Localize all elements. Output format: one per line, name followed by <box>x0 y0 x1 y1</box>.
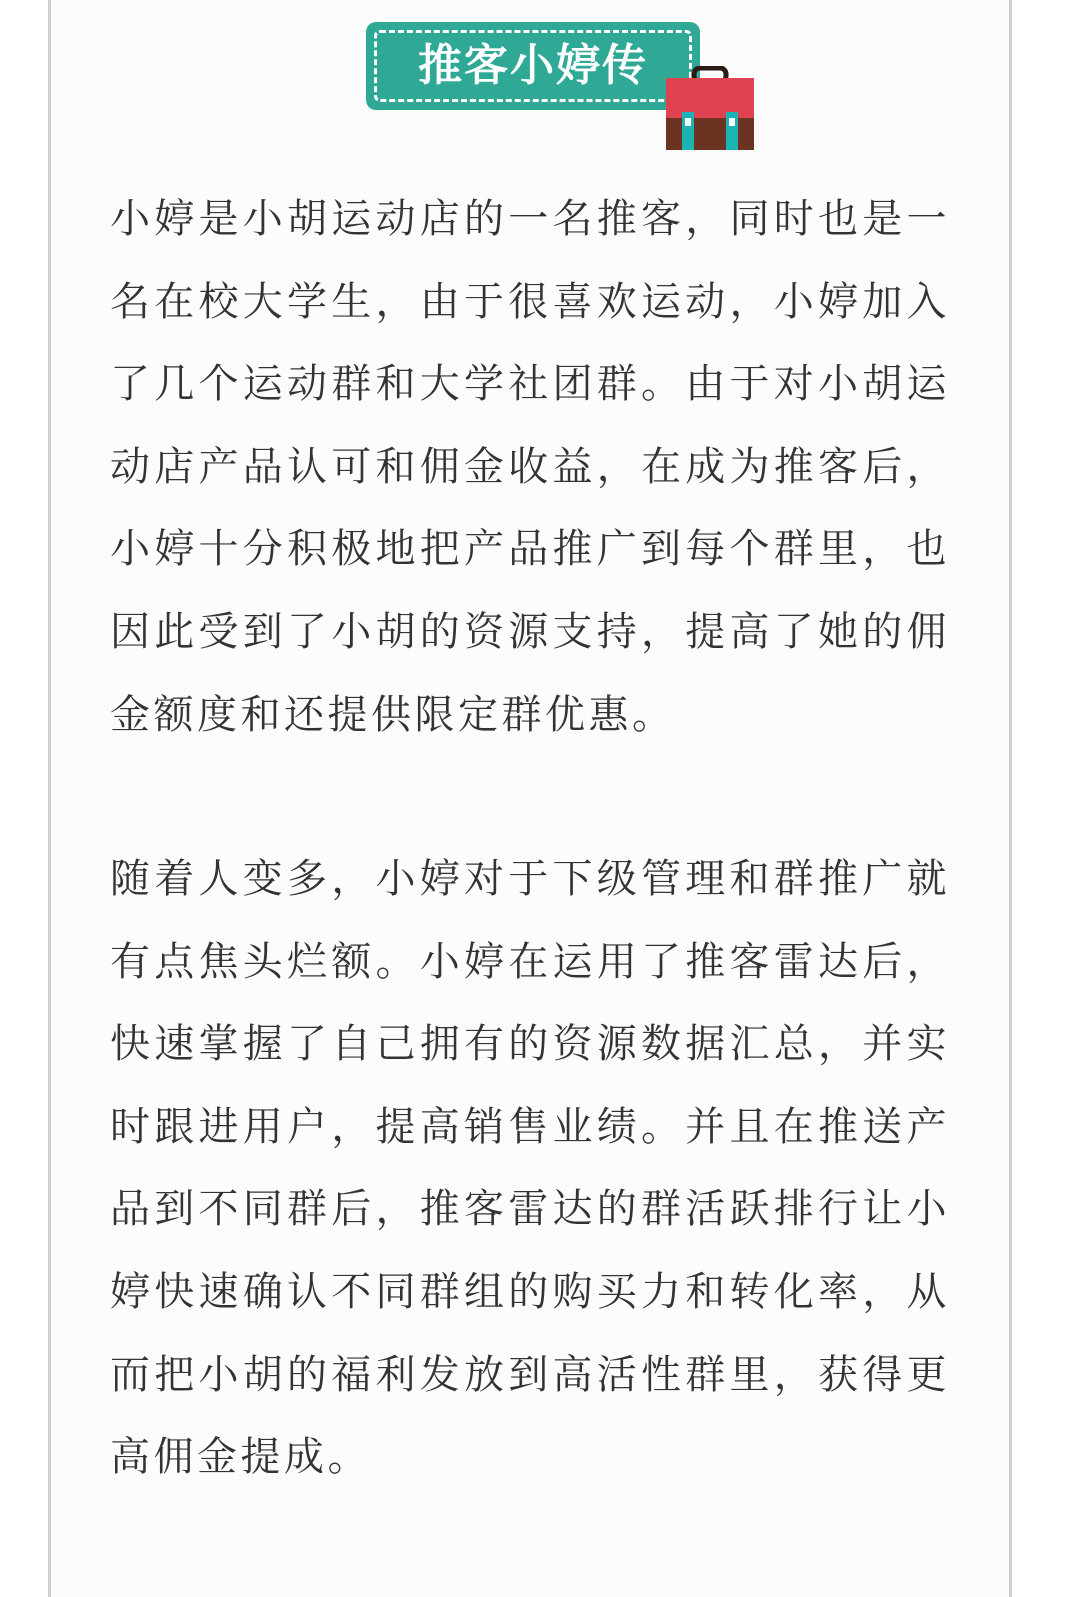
briefcase-icon <box>664 66 756 152</box>
section-title: 推客小婷传 <box>418 40 648 91</box>
paragraph-2: 随着人变多，小婷对于下级管理和群推广就有点焦头烂额。小婷在运用了推客雷达后，快速掌握了自己拥有的资源数据汇总，并实时跟进用户，提高销售业绩。并且在推送产品到不同群后，推客雷达的群活跃排行让小婷快速确认不同群组的购买力和转化率，从而把小胡的福利发放到高活性群里，获得更高佣金提成。 <box>110 856 950 1481</box>
paragraph-1: 小婷是小胡运动店的一名推客，同时也是一名在校大学生，由于很喜欢运动，小婷加入了几个运动群和大学社团群。由于对小胡运动店产品认可和佣金收益，在成为推客后，小婷十分积极地把产品推广到每个群里，也因此受到了小胡的资源支持，提高了她的佣金额度和还提供限定群优惠。 <box>110 196 950 738</box>
section-title-tag <box>366 22 700 110</box>
